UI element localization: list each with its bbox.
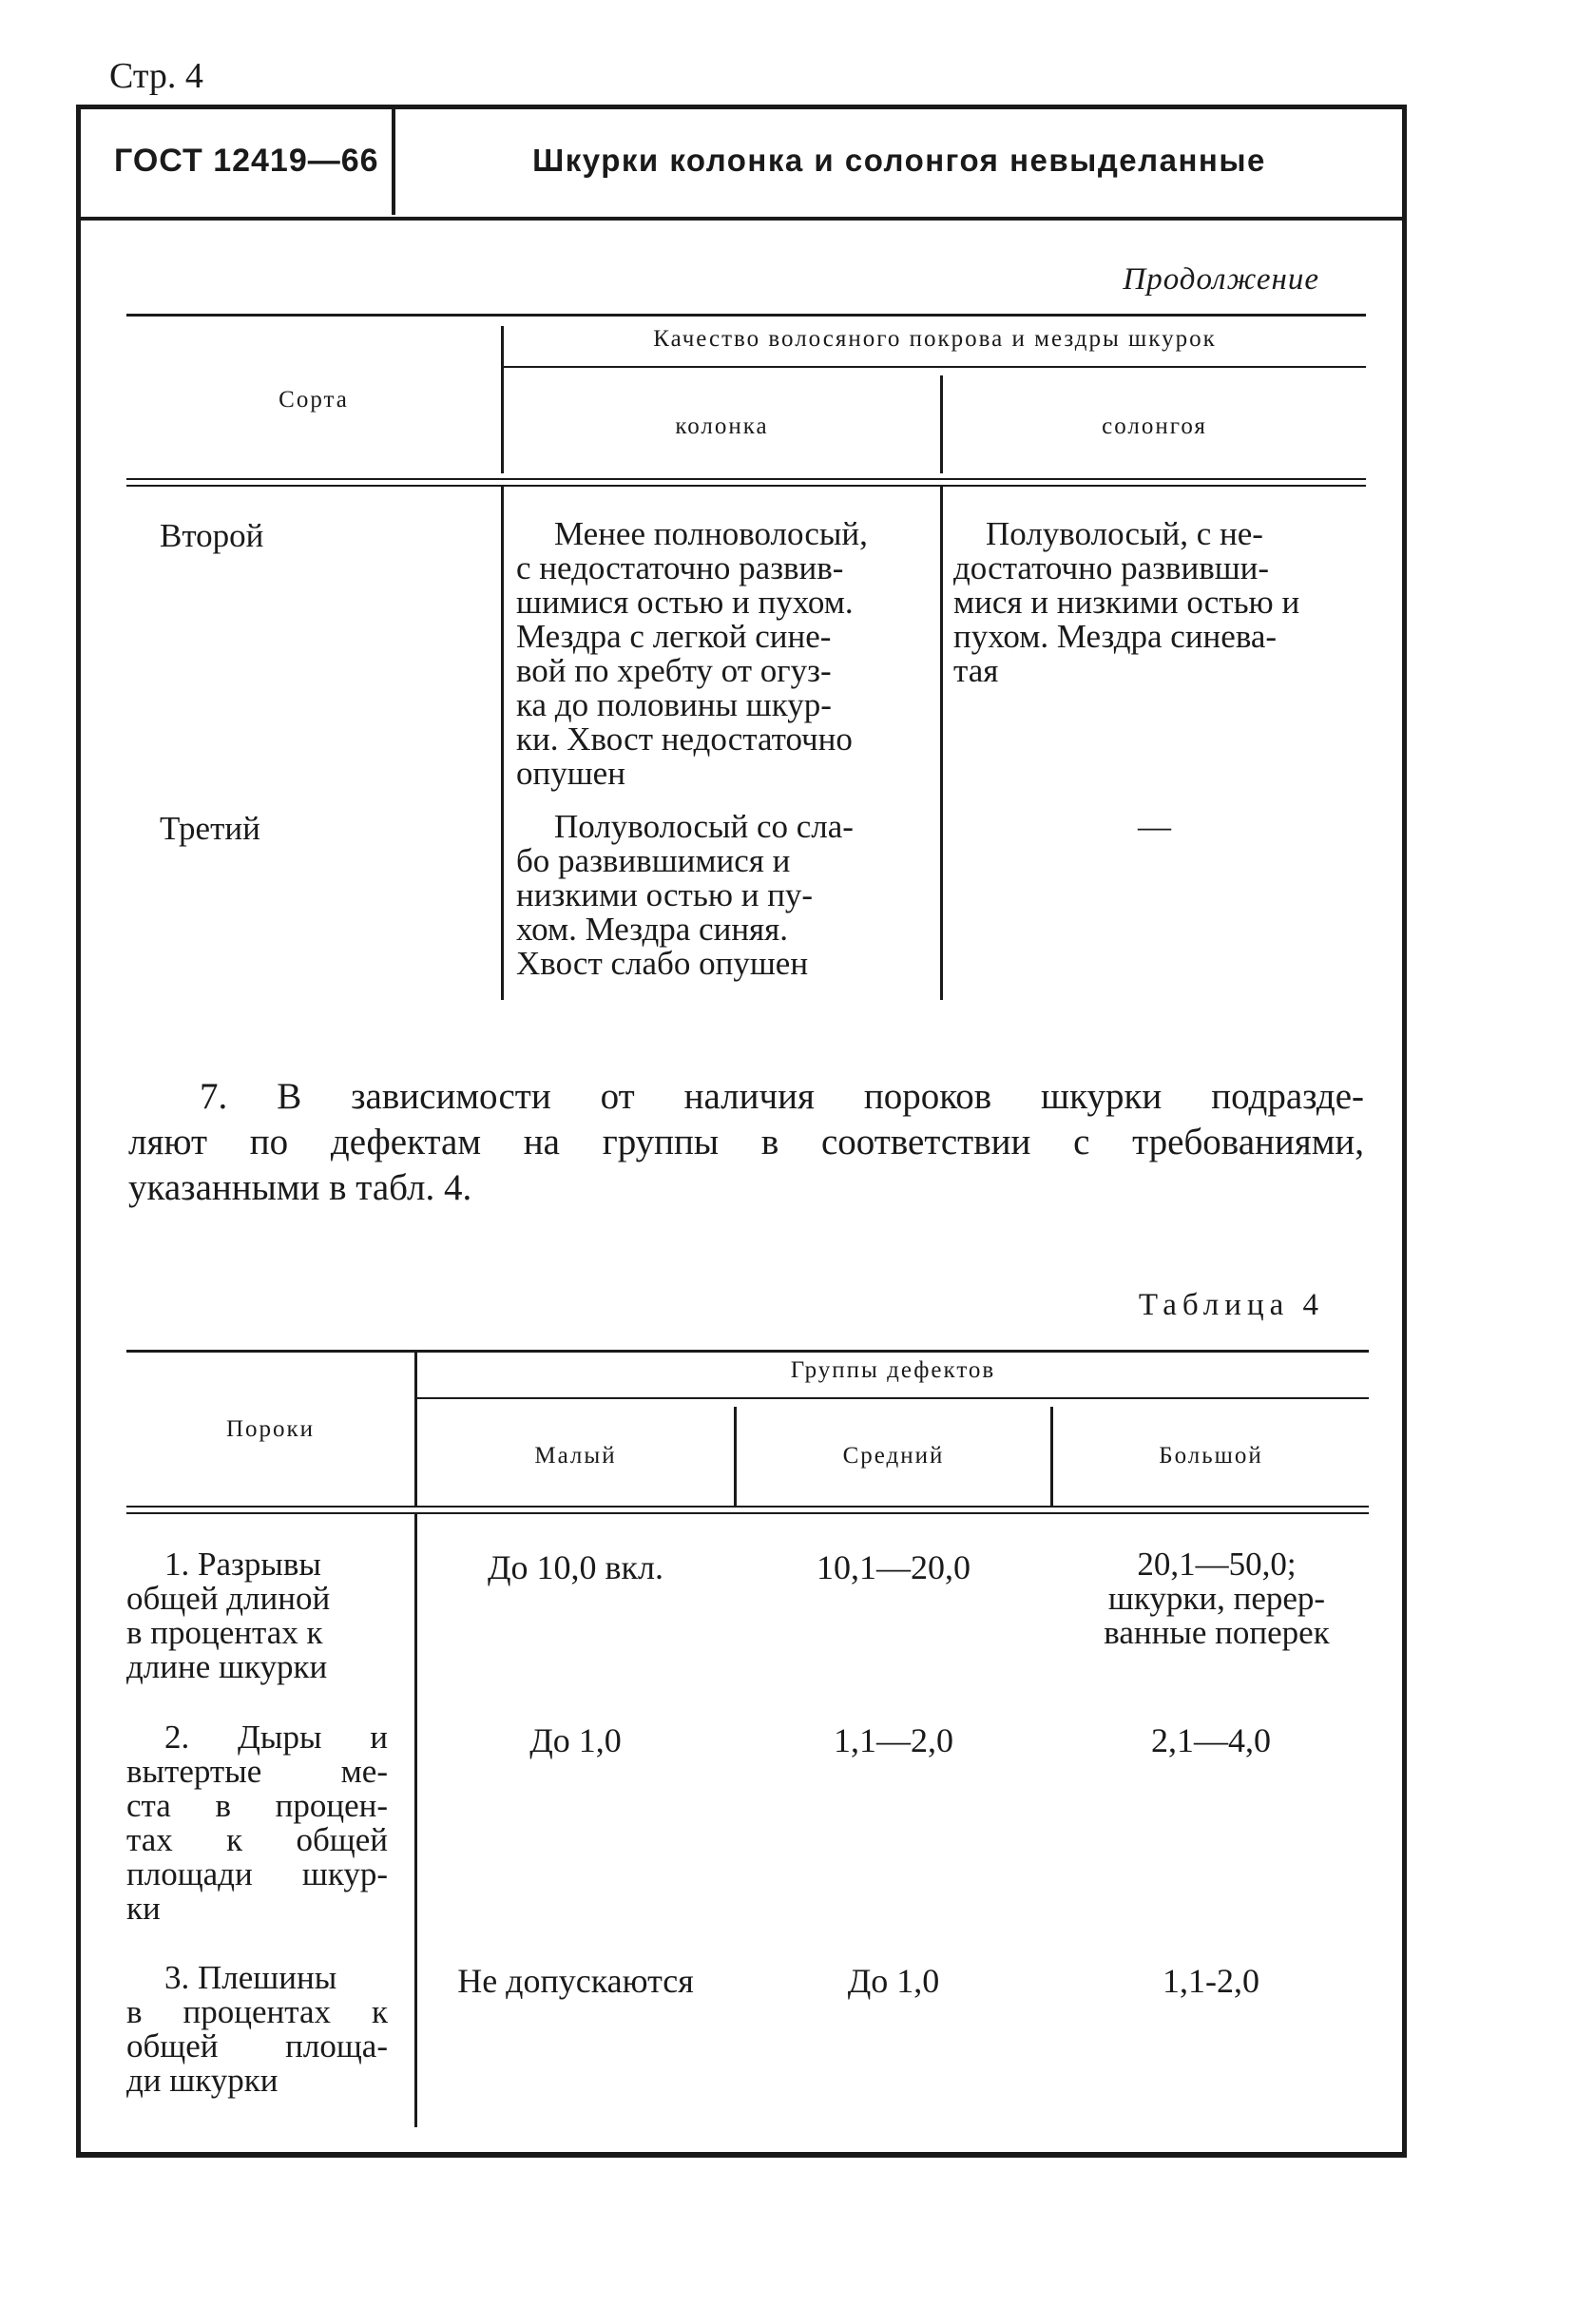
value-medium: До 1,0: [847, 1962, 940, 2000]
cell-line: Полуволосый со сла-: [554, 808, 854, 845]
table-column-rule: [940, 487, 943, 1000]
column-header-large: Большой: [1159, 1443, 1263, 1469]
cell-line: общей длиной: [126, 1580, 331, 1617]
cell-line: бо развившимися и: [516, 842, 791, 879]
table-column-rule: [414, 1514, 417, 2127]
column-header-small: Малый: [534, 1443, 617, 1469]
value-large: 1,1-2,0: [1163, 1962, 1259, 2000]
value-large: [1069, 1547, 1364, 1650]
cell-line: Менее полноволосый,: [554, 515, 868, 552]
table-rule-header-bottom: [126, 1506, 1369, 1508]
cell-line: ди шкурки: [126, 2062, 279, 2099]
cell-line: пухом. Мездра синева-: [953, 618, 1278, 655]
cell-line: низкими остью и пу-: [516, 876, 814, 913]
table-rule-header-bottom: [126, 485, 1366, 487]
row-grade: Третий: [160, 810, 260, 847]
continuation-label: Продолжение: [1123, 262, 1319, 297]
cell-line: Полуволосый, с не-: [986, 515, 1263, 552]
column-group-header: Группы дефектов: [790, 1357, 996, 1383]
cell-line: тах к общей: [126, 1821, 388, 1858]
cell-line: ста в процен-: [126, 1787, 388, 1824]
value-small: До 1,0: [529, 1721, 622, 1759]
cell-solongoy: [943, 810, 1366, 844]
cell-line: с недостаточно развив-: [516, 549, 844, 586]
row-grade: Второй: [160, 517, 264, 554]
cell-line: хом. Мездра синяя.: [516, 911, 788, 948]
cell-solongoy: [953, 517, 1364, 688]
page-number: Стр. 4: [109, 56, 203, 96]
cell-line: вытертые ме-: [126, 1753, 388, 1790]
cell-line: площади шкур-: [126, 1855, 388, 1892]
cell-line: достаточно развивши-: [953, 549, 1270, 586]
table-rule-group: [417, 1397, 1369, 1399]
cell-line: ка до половины шкур-: [516, 686, 832, 723]
cell-line: в процентах к: [126, 1993, 388, 2030]
paragraph-line: указанными в табл. 4.: [128, 1167, 472, 1208]
cell-line: шимися остью и пухом.: [516, 584, 854, 621]
table-column-rule: [501, 487, 504, 1000]
value-medium: 10,1—20,0: [817, 1548, 971, 1586]
cell-line: в процентах к: [126, 1614, 323, 1651]
table-rule-top: [126, 1350, 1369, 1353]
defect-cell: [126, 1547, 388, 1684]
cell-line: Хвост слабо опушен: [516, 945, 809, 982]
standard-number: ГОСТ 12419—66: [114, 143, 379, 179]
column-header-kolonok: колонка: [675, 413, 769, 439]
column-group-header: Качество волосяного покрова и мездры шкурок: [653, 326, 1217, 352]
document-title: Шкурки колонка и солонгоя невыделанные: [532, 143, 1266, 178]
cell-line: ки. Хвост недостаточно: [516, 720, 853, 758]
cell-line: мися и низкими остью и: [953, 584, 1300, 621]
cell-line: 2. Дыры и: [164, 1719, 388, 1756]
paragraph-line: 7. В зависимости от наличия пороков шкурки подразде-: [200, 1076, 1364, 1117]
table-rule-header-bottom: [126, 478, 1366, 480]
paragraph-7: [128, 1074, 1364, 1211]
cell-line: ки: [126, 1890, 161, 1927]
cell-line: 3. Плешины: [164, 1959, 337, 1996]
header-rule: [76, 217, 1407, 221]
table-rule-top: [126, 314, 1366, 317]
cell-line: ванные поперек: [1104, 1614, 1330, 1651]
cell-line: 1. Разрывы: [164, 1546, 321, 1583]
paragraph-line: ляют по дефектам на группы в соответствии с требованиями,: [128, 1122, 1364, 1162]
cell-line: тая: [953, 652, 999, 689]
column-header-grade: Сорта: [279, 387, 349, 413]
cell-line: вой по хребту от огуз-: [516, 652, 832, 689]
table-rule-group: [504, 366, 1366, 368]
cell-line: —: [1138, 808, 1171, 845]
column-header-medium: Средний: [842, 1443, 945, 1469]
column-header-defects: Пороки: [225, 1416, 316, 1442]
table-caption: Таблица 4: [1138, 1288, 1324, 1322]
defect-cell: [126, 1720, 388, 1926]
cell-line: опушен: [516, 755, 625, 792]
cell-line: общей площа-: [126, 2027, 388, 2065]
defect-cell: [126, 1961, 388, 2098]
value-large: 2,1—4,0: [1151, 1721, 1271, 1759]
cell-line: Мездра с легкой сине-: [516, 618, 832, 655]
cell-kolonok: [516, 810, 927, 981]
cell-line: 20,1—50,0;: [1137, 1546, 1297, 1583]
cell-line: шкурки, перер-: [1107, 1580, 1326, 1617]
cell-kolonok: [516, 517, 927, 791]
value-medium: 1,1—2,0: [834, 1721, 953, 1759]
value-small: До 10,0 вкл.: [487, 1548, 663, 1586]
table-rule-header-bottom: [126, 1512, 1369, 1514]
cell-line: длине шкурки: [126, 1648, 328, 1685]
value-small: Не допускаются: [457, 1962, 694, 2000]
column-header-solongoy: солонгоя: [1102, 413, 1207, 439]
